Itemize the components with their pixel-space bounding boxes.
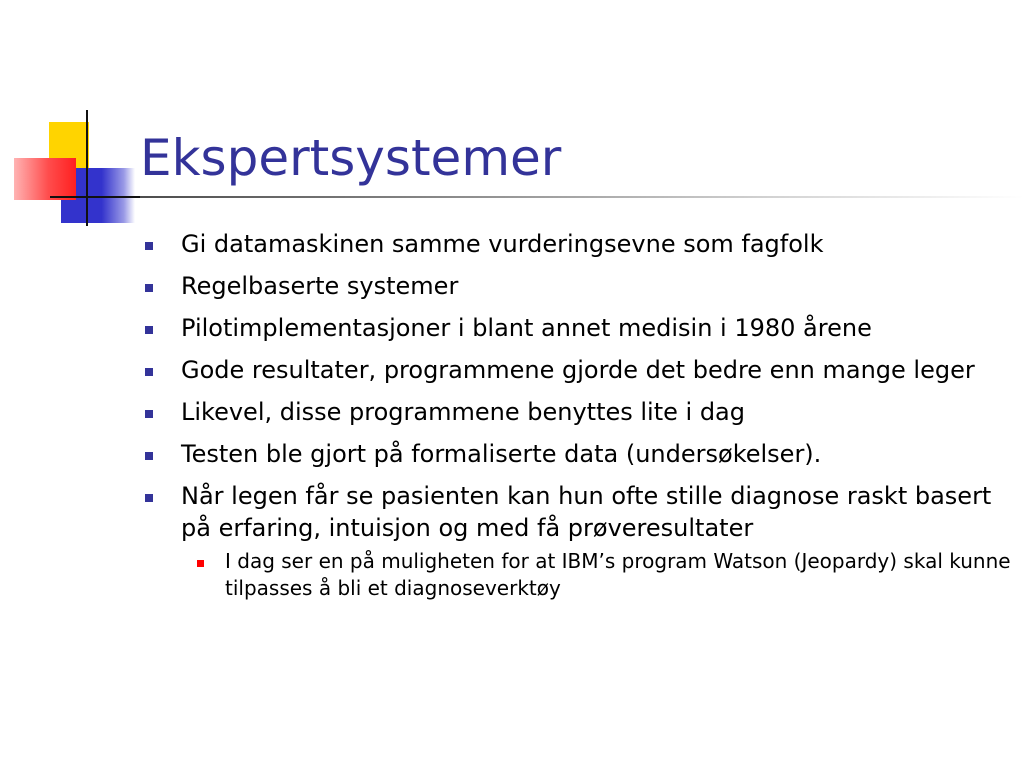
sub-bullet-list [181, 548, 1013, 602]
horizontal-line-shape [50, 196, 142, 198]
bullet-list [143, 228, 1013, 602]
square-bullet-icon [145, 452, 153, 460]
square-bullet-icon [145, 242, 153, 250]
bullet-text: Likevel, disse programmene benyttes lite i dag [181, 398, 745, 426]
list-item [143, 312, 1013, 344]
square-bullet-icon [197, 560, 204, 567]
bullet-text: Gode resultater, programmene gjorde det bedre enn mange leger [181, 356, 975, 384]
slide-body [143, 228, 1013, 612]
bullet-text: Testen ble gjort på formaliserte data (undersøkelser). [181, 440, 822, 468]
square-bullet-icon [145, 284, 153, 292]
bullet-text: Når legen får se pasienten kan hun ofte stille diagnose raskt basert på erfaring, intuisjon og med få prøveresultater [181, 482, 992, 542]
square-bullet-icon [145, 326, 153, 334]
red-square-shape [14, 158, 76, 200]
list-item [143, 354, 1013, 386]
list-item [143, 438, 1013, 470]
slide-title: Ekspertsystemer [140, 129, 562, 187]
list-item [143, 480, 1013, 602]
bullet-text: Regelbaserte systemer [181, 272, 459, 300]
bullet-text: Gi datamaskinen samme vurderingsevne som fagfolk [181, 230, 824, 258]
title-underline [140, 196, 1024, 198]
list-item [143, 396, 1013, 428]
square-bullet-icon [145, 494, 153, 502]
list-item [143, 228, 1013, 260]
vertical-line-shape [86, 110, 88, 226]
sub-list-item [181, 548, 1013, 602]
bullet-text: Pilotimplementasjoner i blant annet medisin i 1980 årene [181, 314, 872, 342]
list-item [143, 270, 1013, 302]
sub-bullet-text: I dag ser en på muligheten for at IBM’s program Watson (Jeopardy) skal kunne tilpasses å bli et diagnoseverktøy [225, 549, 1011, 600]
slide-logo-decoration [0, 0, 140, 240]
square-bullet-icon [145, 410, 153, 418]
square-bullet-icon [145, 368, 153, 376]
